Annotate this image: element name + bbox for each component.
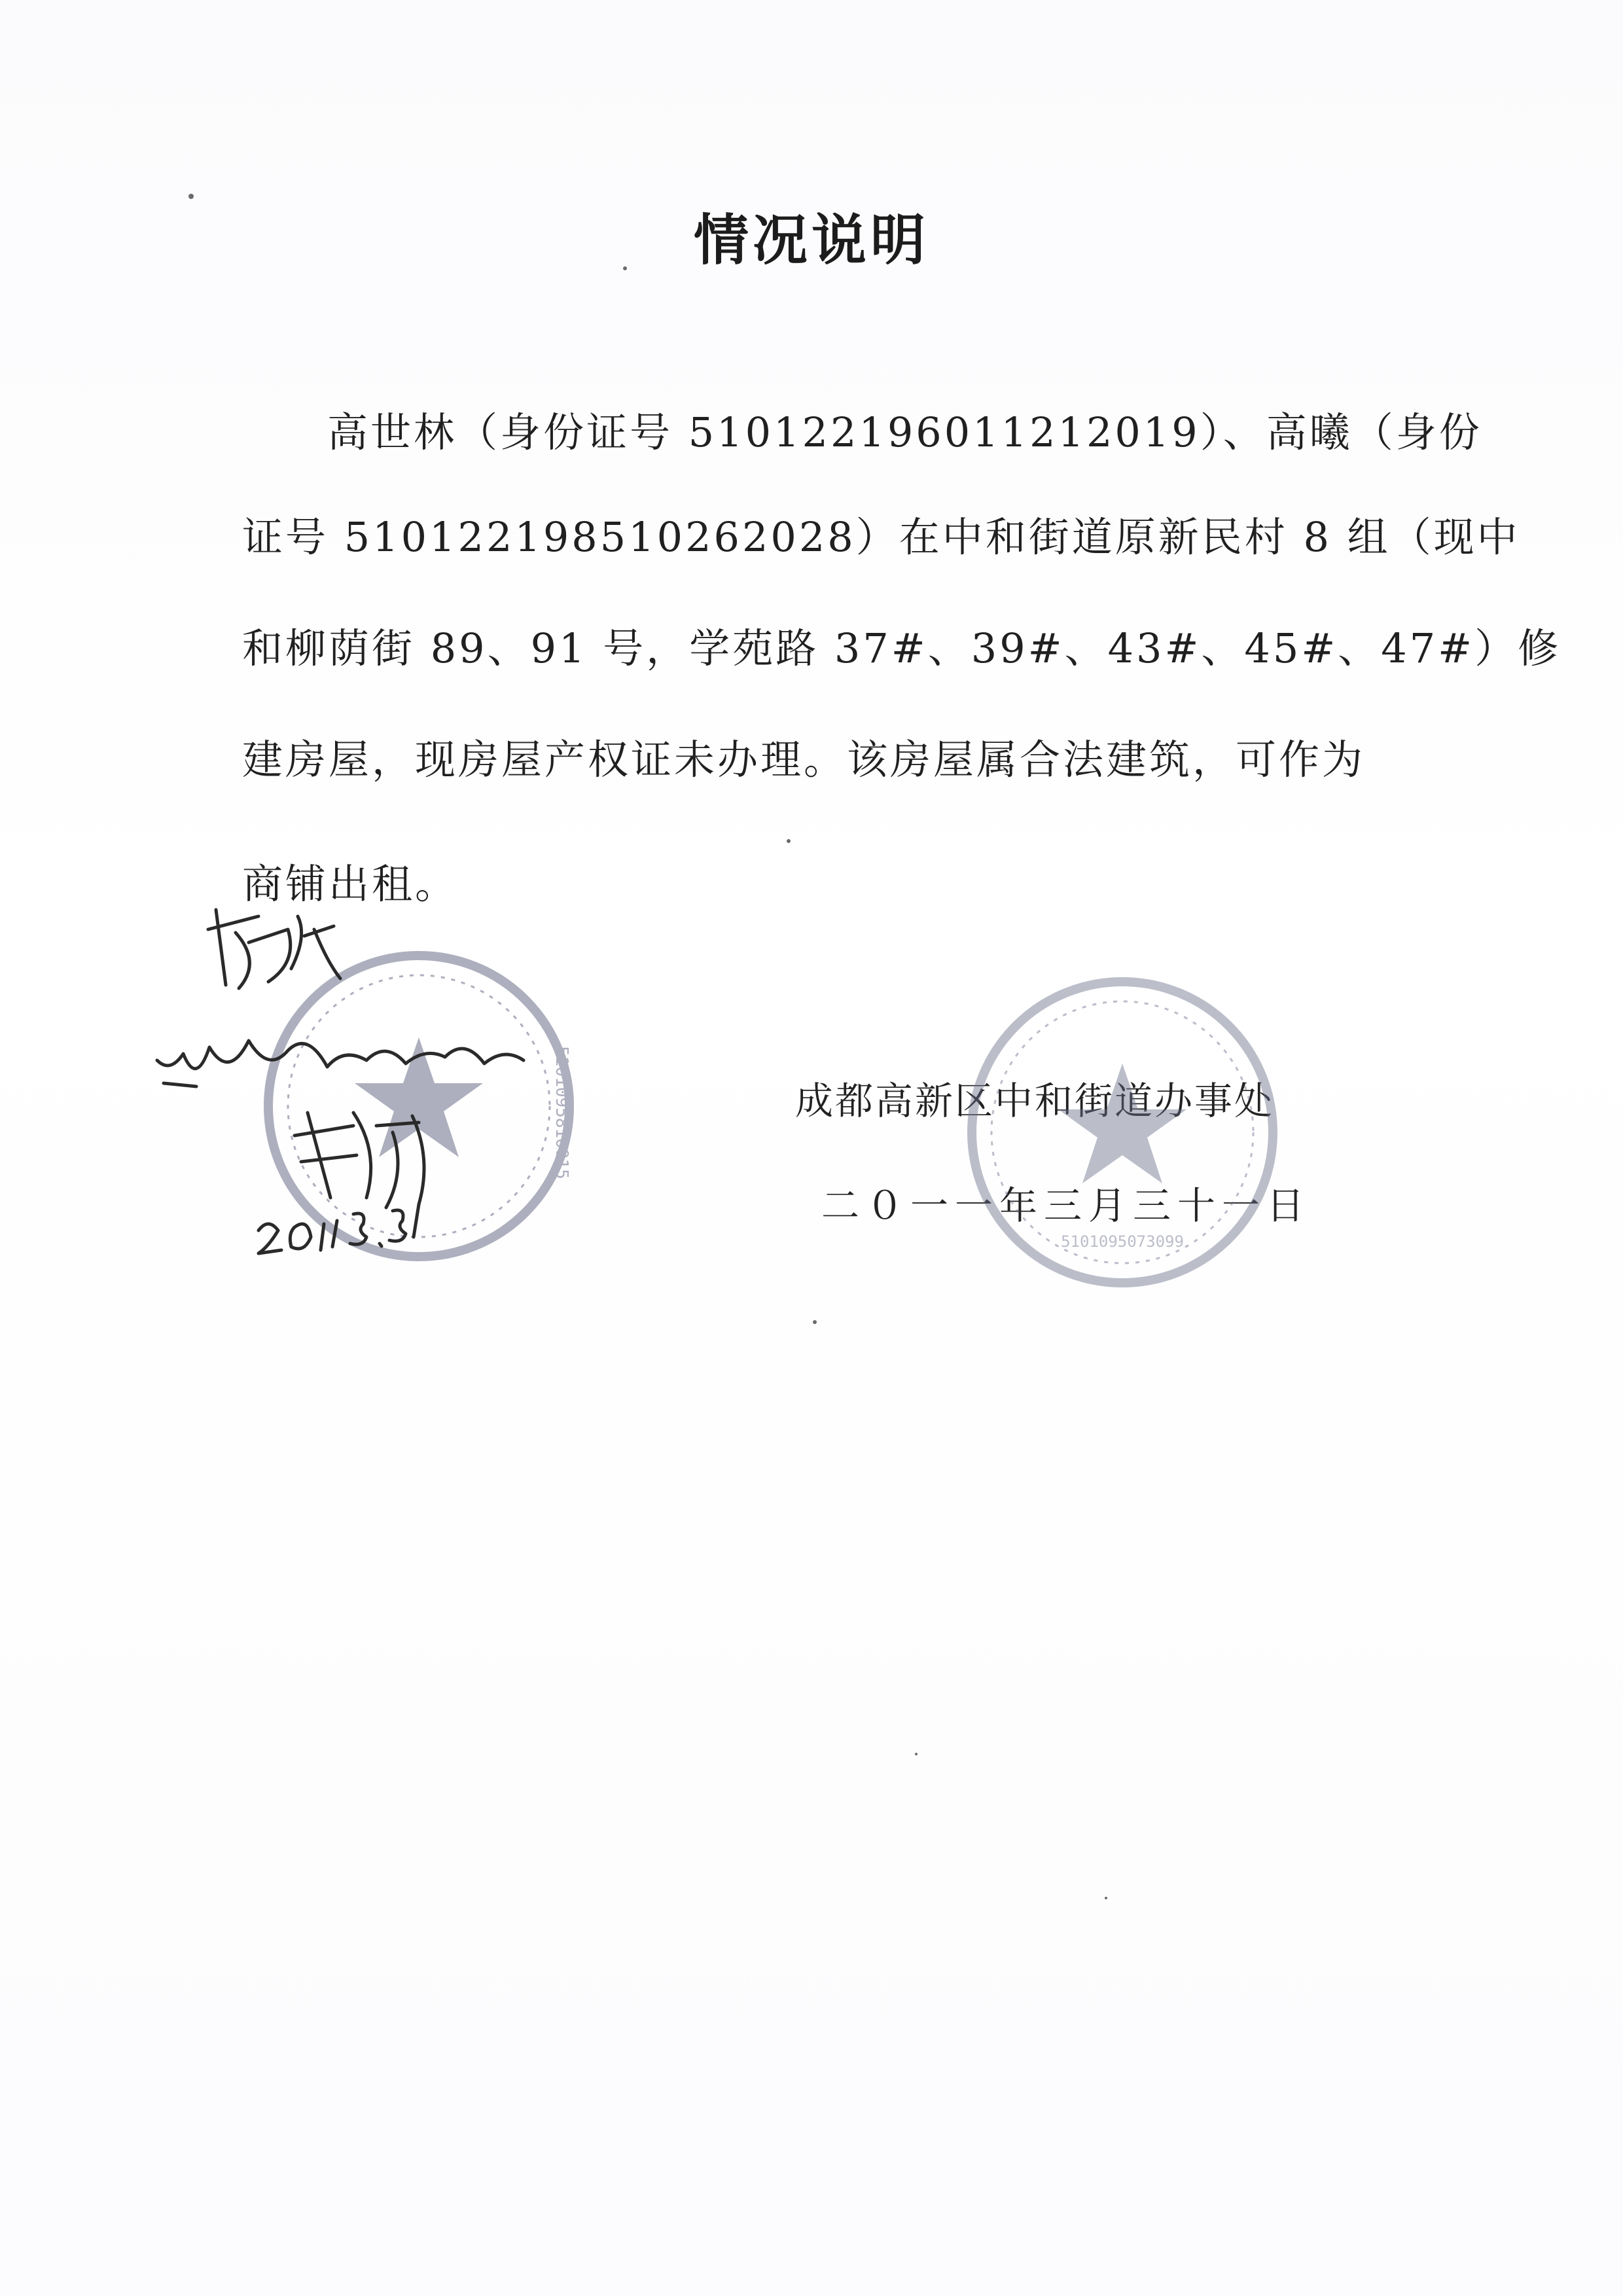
issue-date: 二０一一年三月三十一日 <box>821 1183 1311 1228</box>
right-official-seal <box>972 982 1273 1283</box>
issuer-name: 成都高新区中和街道办事处 <box>795 1079 1275 1123</box>
paragraph-line-3: 和柳荫街 89、91 号，学苑路 37#、39#、43#、45#、47#）修 <box>242 624 1561 672</box>
paragraph-line-2: 证号 510122198510262028）在中和街道原新民村 8 组（现中 <box>242 513 1520 561</box>
right-seal-number: 5101095073099 <box>1061 1232 1184 1251</box>
paragraph-line-5: 商铺出租。 <box>242 860 459 908</box>
left-seal-number: 5101095810015 <box>552 1046 571 1179</box>
paragraph-line-4: 建房屋，现房屋产权证未办理。该房屋属合法建筑，可作为 <box>242 736 1366 783</box>
left-official-seal <box>268 956 571 1257</box>
handwritten-signature <box>157 910 524 1253</box>
paragraph-line-1: 高世林（身份证号 510122196011212019）、高曦（身份 <box>327 408 1482 456</box>
left-seal-star-icon <box>355 1037 483 1157</box>
document-title: 情况说明 <box>693 207 929 272</box>
